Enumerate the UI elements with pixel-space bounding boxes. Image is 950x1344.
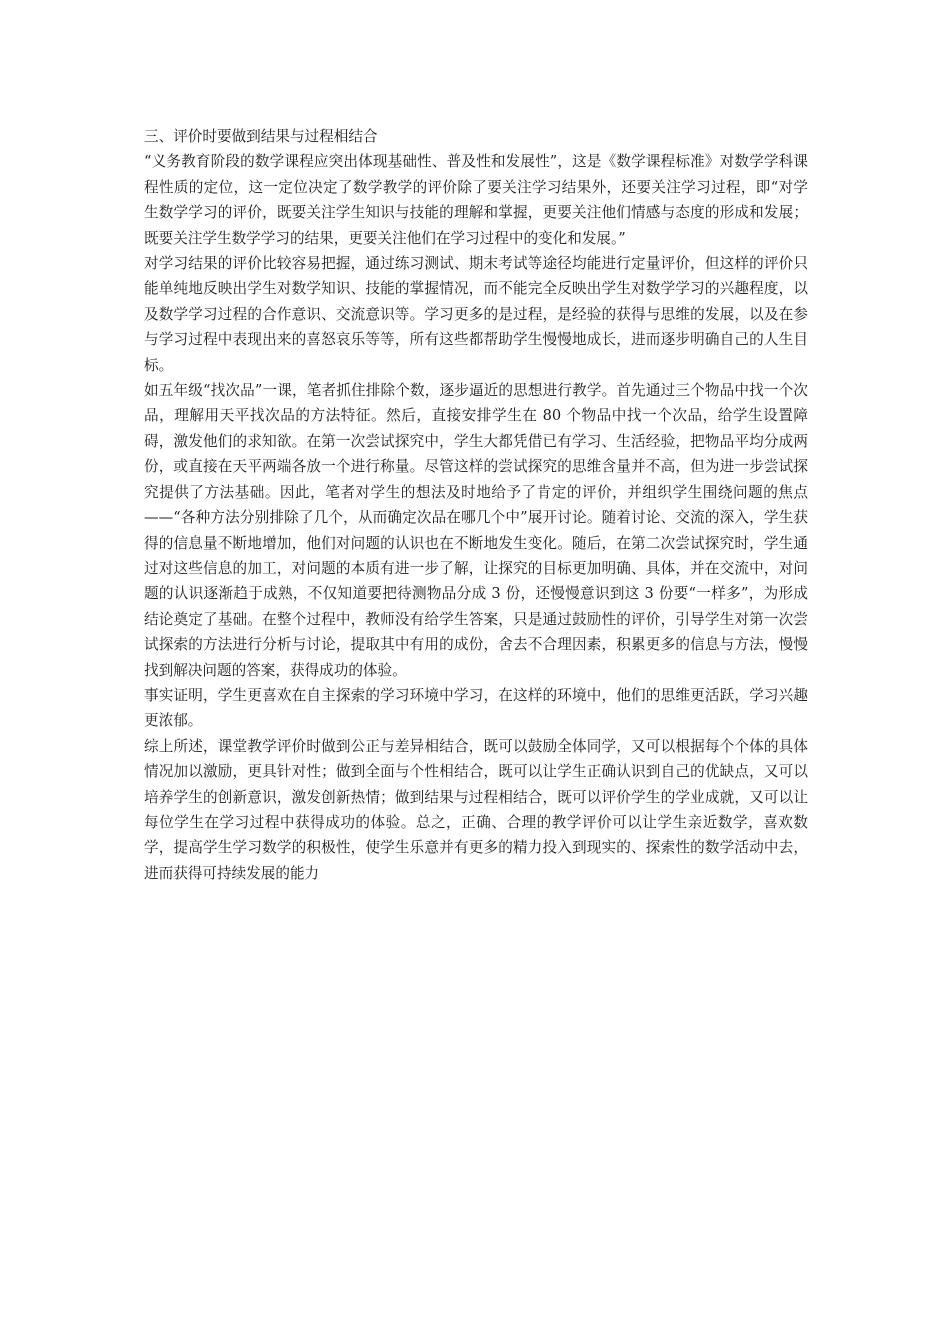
paragraph-lesson-example: 如五年级“找次品”一课，笔者抓住排除个数，逐步逼近的思想进行教学。首先通过三个物品中找一个次品，理解用天平找次品的方法特征。然后，直接安排学生在 80 个物品中找一个次品，给学生设置障碍，激发他们的求知欲。在第一次尝试探究中，学生大都凭借已有学习、生活经验，把物品平均分成两份，或直接在天平两端各放一个进行称量。尽管这样的尝试探究的思维含量并不高，但为进一步尝试探究提供了方法基础。因此，笔者对学生的想法及时地给予了肯定的评价，并组织学生围绕问题的焦点——“各种方法分别排除了几个，从而确定次品在哪几个中”展开讨论。随着讨论、交流的深入，学生获得的信息量不断地增加，他们对问题的认识也在不断地发生变化。随后，在第二次尝试探究时，学生通过对这些信息的加工，对问题的本质有进一步了解，让探究的目标更加明确、具体，并在交流中，对问题的认识逐渐趋于成熟，不仅知道要把待测物品分成 3 份，还慢慢意识到这 3 份要“一样多”，为形成结论奠定了基础。在整个过程中，教师没有给学生答案，只是通过鼓励性的评价，引导学生对第一次尝试探索的方法进行分析与讨论，提取其中有用的成份，舍去不合理因素，积累更多的信息与方法，慢慢找到解决问题的答案，获得成功的体验。 bbox=[144, 382, 808, 679]
section-heading: 三、评价时要做到结果与过程相结合 bbox=[144, 128, 378, 145]
paragraph-facts-prove: 事实证明，学生更喜欢在自主探索的学习环境中学习，在这样的环境中，他们的思维更活跃，学习兴趣更浓郁。 bbox=[144, 686, 808, 730]
paragraph-curriculum-standard: “义务教育阶段的数学课程应突出体现基础性、普及性和发展性”，这是《数学课程标准》对数学学科课程性质的定位，这一定位决定了数学教学的评价除了要关注学习结果外，还要关注学习过程，即“对学生数学学习的评价，既要关注学生知识与技能的理解和掌握，更要关注他们情感与态度的形成和发展；既要关注学生数学学习的结果，更要关注他们在学习过程中的变化和发展。” bbox=[144, 153, 808, 247]
paragraph-conclusion: 综上所述，课堂教学评价时做到公正与差异相结合，既可以鼓励全体同学，又可以根据每个个体的具体情况加以激励，更具针对性；做到全面与个性相结合，既可以让学生正确认识到自己的优缺点，又可以培养学生的创新意识，激发创新热情；做到结果与过程相结合，既可以评价学生的学业成就，又可以让每位学生在学习过程中获得成功的体验。总之，正确、合理的教学评价可以让学生亲近数学，喜欢数学，提高学生学习数学的积极性，使学生乐意并有更多的精力投入到现实的、探索性的数学活动中去，进而获得可持续发展的能力 bbox=[144, 737, 808, 882]
document-body bbox=[144, 124, 808, 886]
paragraph-result-evaluation: 对学习结果的评价比较容易把握，通过练习测试、期末考试等途径均能进行定量评价，但这样的评价只能单纯地反映出学生对数学知识、技能的掌握情况，而不能完全反映出学生对数学学习的兴趣程度，以及数学学习过程的合作意识、交流意识等。学习更多的是过程，是经验的获得与思维的发展，以及在参与学习过程中表现出来的喜怒哀乐等等，所有这些都帮助学生慢慢地成长，进而逐步明确自己的人生目标。 bbox=[144, 255, 808, 374]
